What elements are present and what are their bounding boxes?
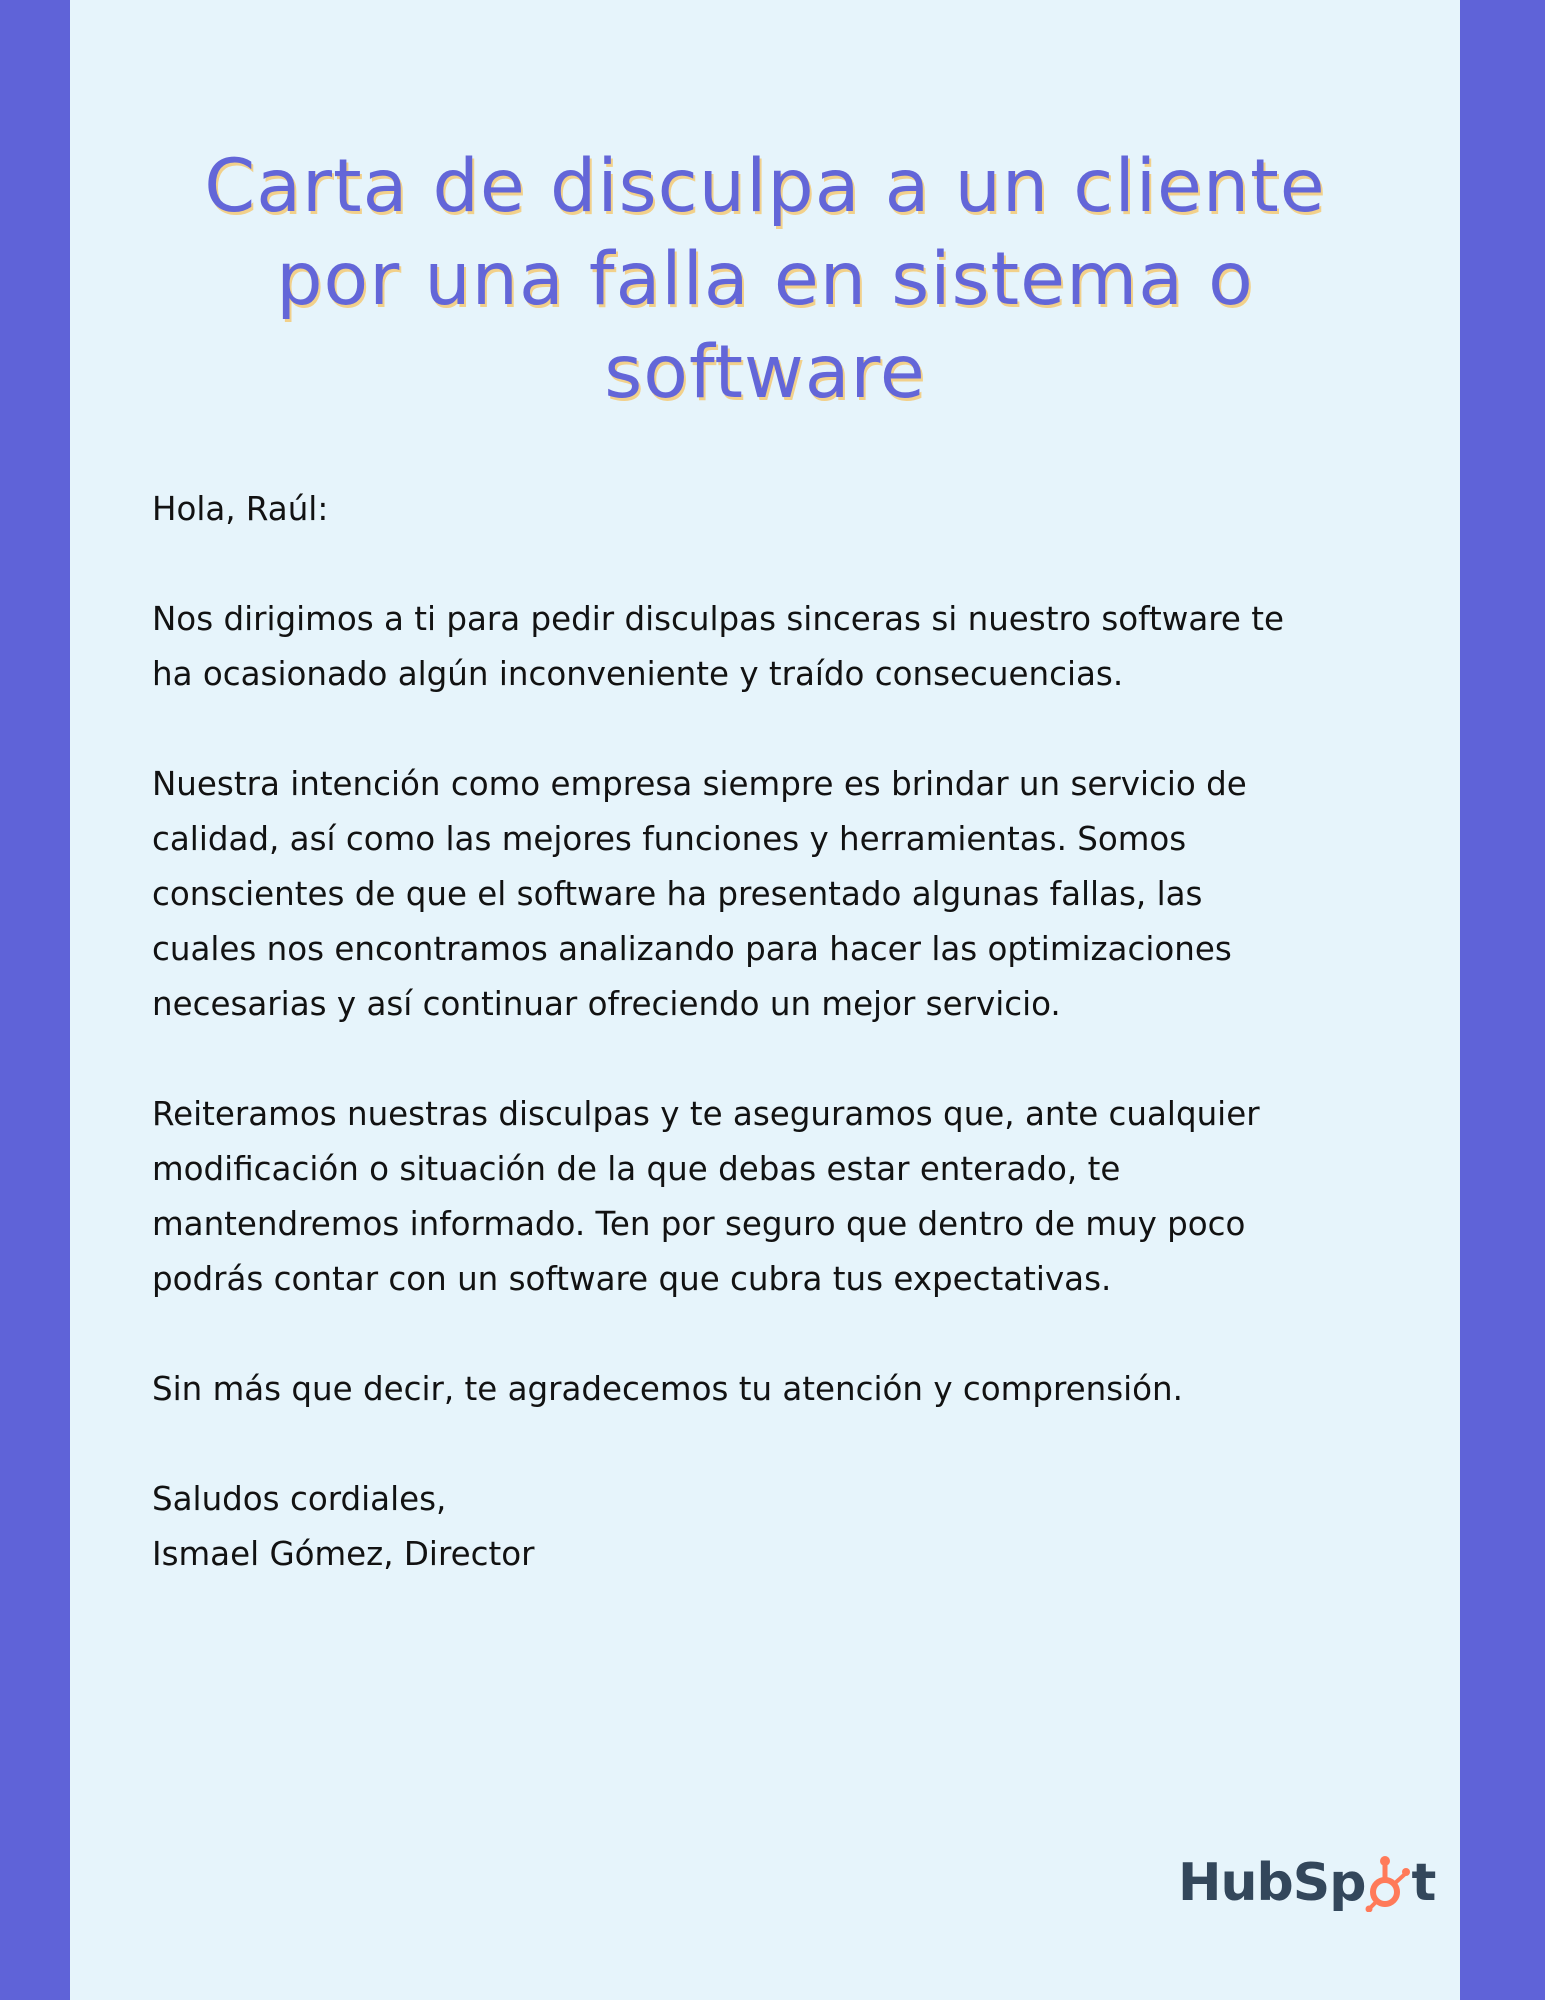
paragraph-line: necesarias y así continuar ofreciendo un mejor servicio. (152, 985, 1061, 1023)
paragraph-line: Nos dirigimos a ti para pedir disculpas sinceras si nuestro software te (152, 600, 1284, 638)
sprocket-icon (1365, 1854, 1411, 1912)
paragraph-line: conscientes de que el software ha presentado algunas fallas, las (152, 875, 1203, 913)
paragraph-line: podrás contar con un software que cubra tus expectativas. (152, 1260, 1112, 1298)
page-title (70, 140, 1460, 419)
title-line: software (604, 330, 926, 415)
paragraph-3 (152, 1087, 1442, 1307)
title-line: Carta de disculpa a un cliente (204, 144, 1326, 229)
letter-body (152, 482, 1442, 1582)
paragraph-4 (152, 1362, 1442, 1417)
logo-text-end: t (1411, 1853, 1436, 1913)
paragraph-2 (152, 757, 1442, 1032)
paragraph-line: ha ocasionado algún inconveniente y traído consecuencias. (152, 655, 1124, 693)
paragraph-line: cuales nos encontramos analizando para hacer las optimizaciones (152, 930, 1232, 968)
paragraph-line: Sin más que decir, te agradecemos tu atención y comprensión. (152, 1370, 1183, 1408)
paragraph-line: modificación o situación de la que debas estar enterado, te (152, 1150, 1121, 1188)
signature: Ismael Gómez, Director (152, 1535, 535, 1573)
greeting: Hola, Raúl: (152, 490, 329, 528)
closing: Saludos cordiales, (152, 1480, 447, 1518)
paragraph-1 (152, 592, 1442, 702)
hubspot-logo (1178, 1848, 1435, 1918)
letter-page (70, 0, 1460, 2000)
paragraph-line: Reiteramos nuestras disculpas y te aseguramos que, ante cualquier (152, 1095, 1260, 1133)
paragraph-line: mantendremos informado. Ten por seguro que dentro de muy poco (152, 1205, 1246, 1243)
paragraph-line: Nuestra intención como empresa siempre es brindar un servicio de (152, 765, 1247, 803)
title-line: por una falla en sistema o (276, 237, 1254, 322)
logo-text-start: HubSp (1178, 1853, 1366, 1913)
paragraph-line: calidad, así como las mejores funciones y herramientas. Somos (152, 820, 1187, 858)
